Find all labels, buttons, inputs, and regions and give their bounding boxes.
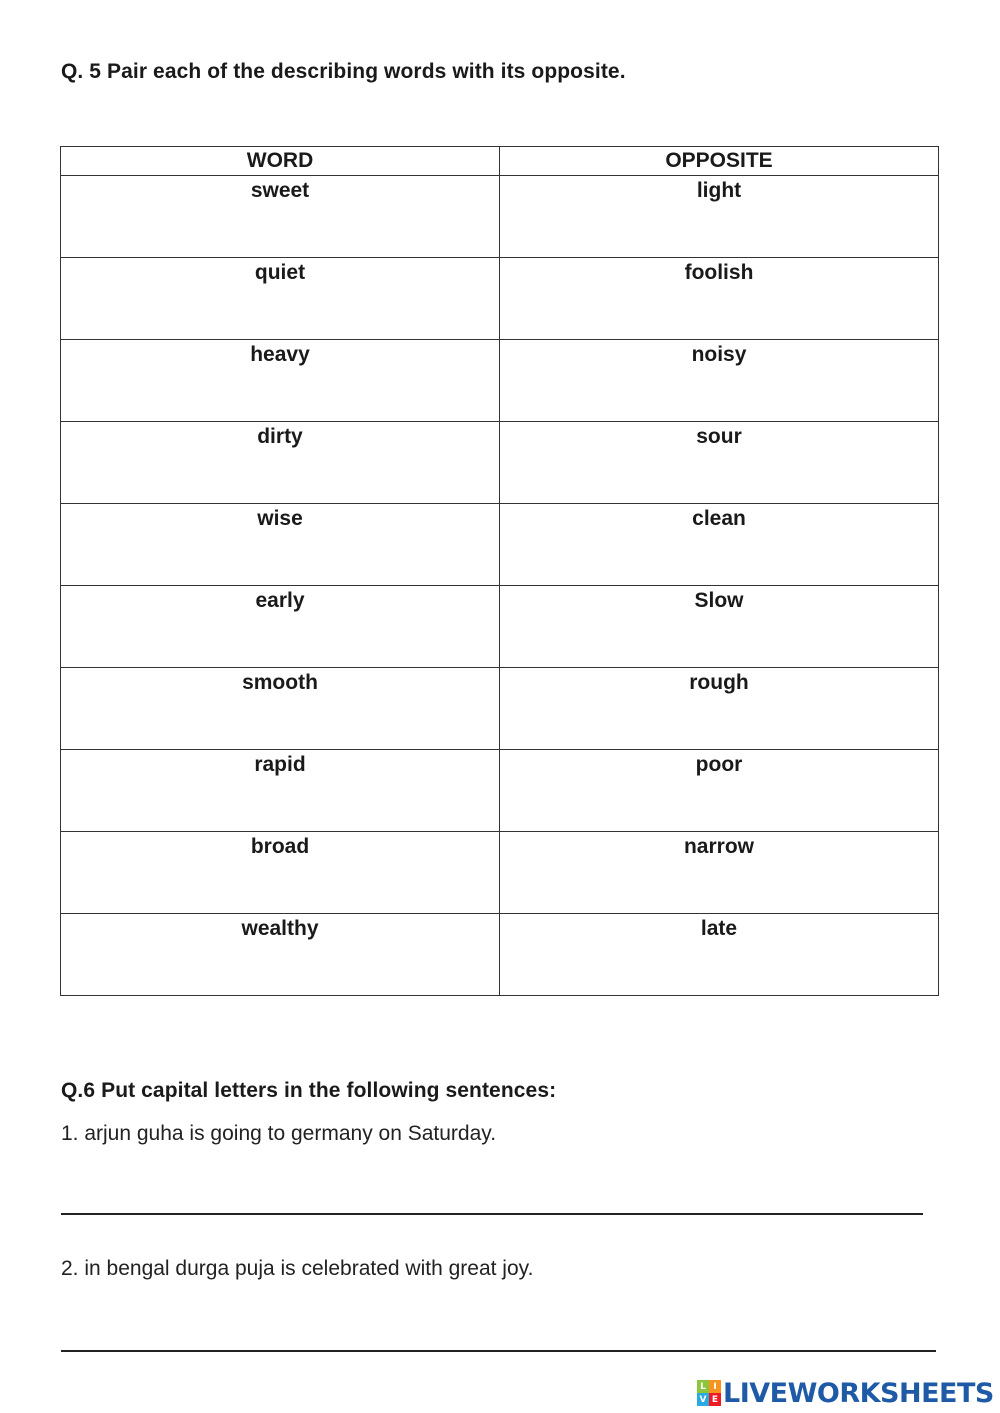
logo-mark-icon	[697, 1380, 721, 1406]
table-row	[61, 504, 939, 586]
opposite-cell[interactable]	[500, 586, 939, 668]
table-row	[61, 668, 939, 750]
liveworksheets-logo	[697, 1378, 994, 1408]
opposite-cell[interactable]	[500, 340, 939, 422]
word-cell[interactable]	[61, 586, 500, 668]
opposite-cell[interactable]	[500, 668, 939, 750]
word-cell[interactable]	[61, 422, 500, 504]
word-text: dirty	[257, 425, 303, 448]
table-row	[61, 422, 939, 504]
table-row	[61, 750, 939, 832]
word-text: early	[255, 589, 305, 612]
opposite-cell[interactable]	[500, 258, 939, 340]
opposite-cell[interactable]	[500, 914, 939, 996]
word-cell[interactable]	[61, 258, 500, 340]
word-text: quiet	[254, 261, 306, 284]
table-row	[61, 914, 939, 996]
q5-heading: Q. 5 Pair each of the describing words with its opposite.	[61, 60, 626, 83]
answer-line-2[interactable]	[61, 1350, 936, 1352]
word-text: heavy	[250, 343, 310, 366]
word-text: smooth	[242, 671, 318, 694]
column-header-opposite: OPPOSITE	[500, 147, 939, 176]
opposite-text: noisy	[691, 343, 747, 366]
q6-heading: Q.6 Put capital letters in the following sentences:	[61, 1079, 557, 1102]
table-row	[61, 832, 939, 914]
word-cell[interactable]	[61, 340, 500, 422]
opposite-text: light	[696, 179, 742, 202]
opposite-text: rough	[689, 671, 749, 694]
word-cell[interactable]	[61, 914, 500, 996]
opposite-text: Slow	[694, 589, 744, 612]
word-cell[interactable]	[61, 668, 500, 750]
logo-text: LIVEWORKSHEETS	[723, 1377, 994, 1409]
table-row	[61, 176, 939, 258]
table-row	[61, 586, 939, 668]
opposite-cell[interactable]	[500, 504, 939, 586]
opposite-text: poor	[695, 753, 743, 776]
word-cell[interactable]	[61, 176, 500, 258]
opposite-text: clean	[692, 507, 746, 530]
table-header-row	[61, 147, 939, 176]
opposite-cell[interactable]	[500, 422, 939, 504]
opposite-text: late	[700, 917, 738, 940]
opposite-text: sour	[696, 425, 742, 448]
logo-mark-letter: E	[709, 1393, 721, 1406]
logo-mark-letter: L	[697, 1380, 709, 1393]
word-cell[interactable]	[61, 504, 500, 586]
word-cell[interactable]	[61, 832, 500, 914]
opposite-cell[interactable]	[500, 750, 939, 832]
word-text: sweet	[250, 179, 310, 202]
opposite-cell[interactable]	[500, 176, 939, 258]
opposite-cell[interactable]	[500, 832, 939, 914]
table-row	[61, 340, 939, 422]
word-text: wise	[257, 507, 303, 530]
word-text: wealthy	[241, 917, 319, 940]
answer-line-1[interactable]	[61, 1213, 923, 1215]
table-row	[61, 258, 939, 340]
opposite-text: narrow	[683, 835, 754, 858]
opposite-text: foolish	[684, 261, 754, 284]
word-cell[interactable]	[61, 750, 500, 832]
column-header-word: WORD	[61, 147, 500, 176]
sentence-1: 1. arjun guha is going to germany on Saturday.	[61, 1122, 497, 1145]
sentence-2: 2. in bengal durga puja is celebrated with great joy.	[61, 1257, 534, 1280]
opposites-table	[60, 146, 939, 996]
logo-mark-letter: I	[709, 1380, 721, 1393]
word-text: broad	[250, 835, 310, 858]
word-text: rapid	[254, 753, 306, 776]
logo-mark-letter: V	[697, 1393, 709, 1406]
